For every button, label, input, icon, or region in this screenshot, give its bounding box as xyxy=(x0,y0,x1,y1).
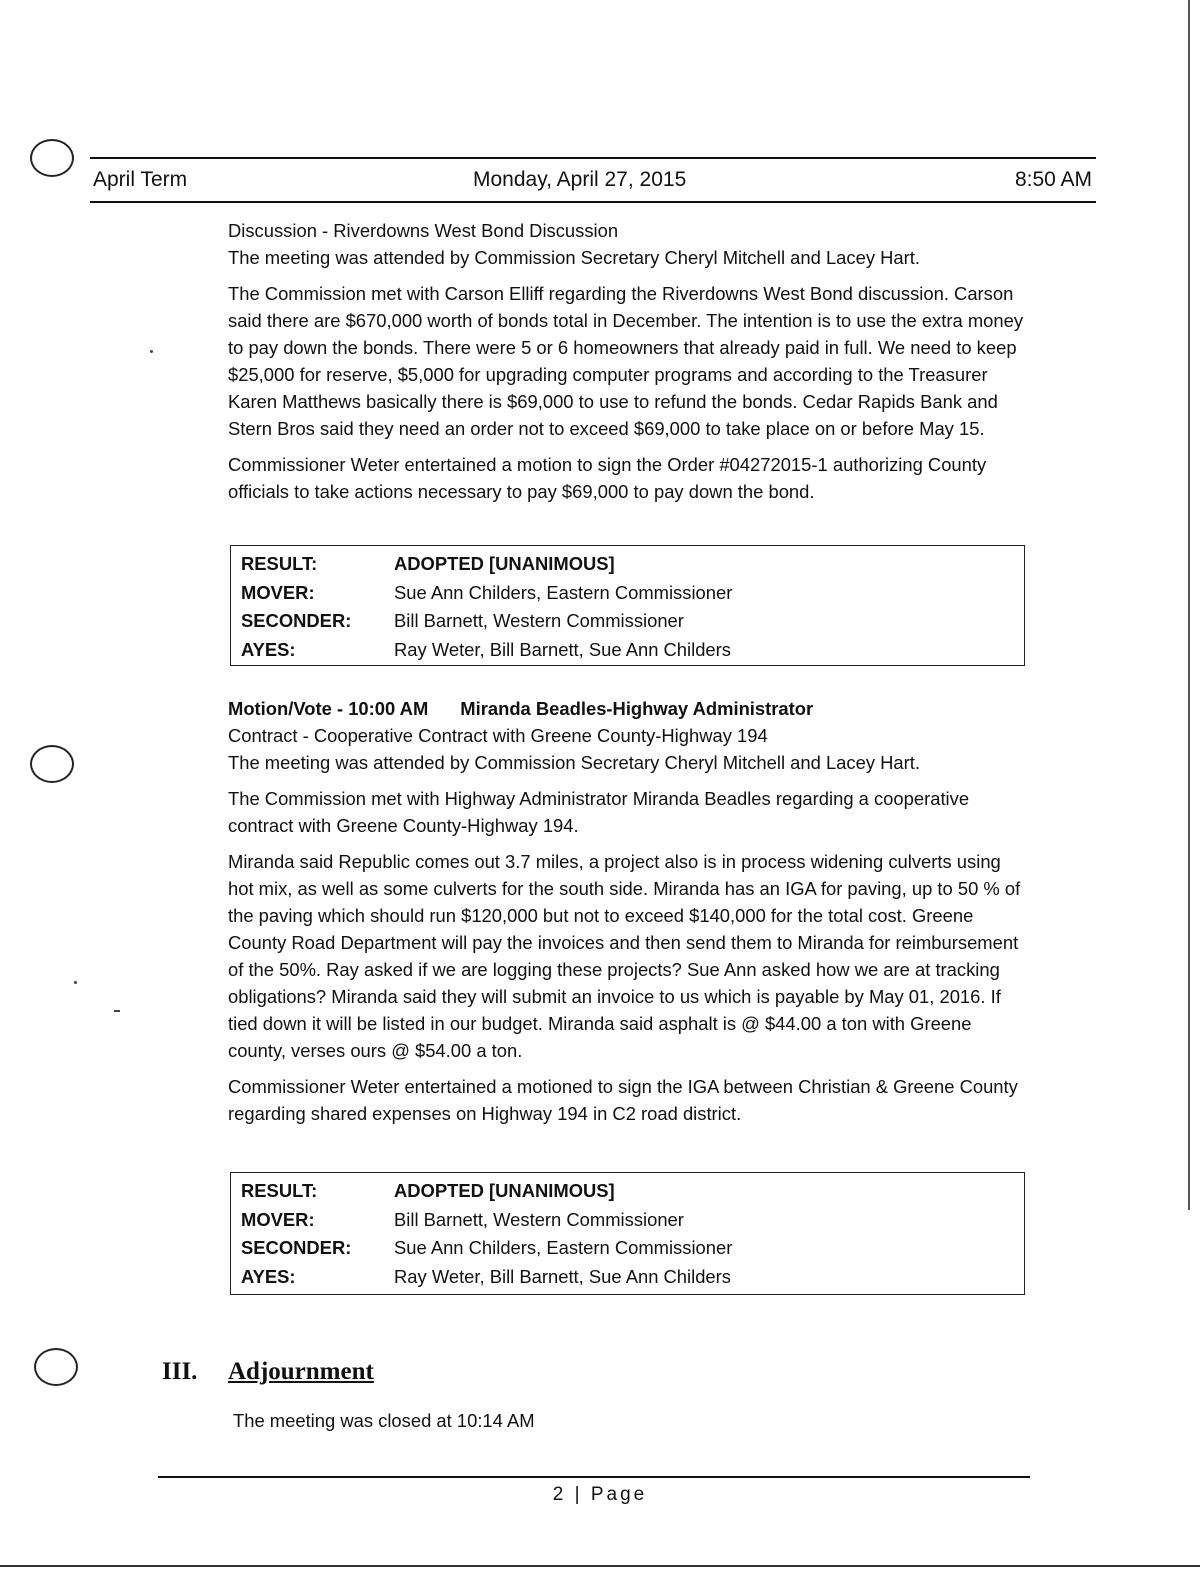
vote-label: AYES: xyxy=(241,1265,296,1287)
discussion-title: Discussion - Riverdowns West Bond Discussion xyxy=(228,220,619,241)
highway-contract-section xyxy=(228,695,1028,1127)
vote-value: Ray Weter, Bill Barnett, Sue Ann Childers xyxy=(394,638,731,660)
contract-paragraph: The Commission met with Highway Administrator Miranda Beadles regarding a cooperative contract with Greene County-Highway 194. xyxy=(228,788,970,836)
scan-mark xyxy=(114,1010,120,1012)
attendance-text: The meeting was attended by Commission Secretary Cheryl Mitchell and Lacey Hart. xyxy=(228,752,920,773)
vote-row-seconder xyxy=(241,607,1024,636)
motion-heading-prefix: Motion/Vote - 10:00 AM xyxy=(228,698,429,719)
contract-title: Contract - Cooperative Contract with Greene County-Highway 194 xyxy=(228,725,768,746)
motion-heading-name: Miranda Beadles-Highway Administrator xyxy=(460,698,814,719)
header-top-rule xyxy=(90,157,1096,159)
vote-label: MOVER: xyxy=(241,1208,315,1230)
header-term: April Term xyxy=(93,168,188,191)
vote-row-seconder xyxy=(241,1234,1024,1263)
vote-row-ayes xyxy=(241,1263,1024,1292)
hole-punch-middle xyxy=(30,745,74,783)
scan-mark xyxy=(74,981,77,984)
vote-value: ADOPTED [UNANIMOUS] xyxy=(394,553,615,574)
page-edge-bottom xyxy=(0,1565,1200,1567)
vote-label: SECONDER: xyxy=(241,610,352,631)
header-bottom-rule xyxy=(90,201,1096,203)
motion-text: Commissioner Weter entertained a motioned to sign the IGA between Christian & Greene County regarding shared expenses on Highway 194 in C2 road district. xyxy=(228,1076,1018,1124)
vote-label: RESULT: xyxy=(241,1180,318,1201)
vote-value: ADOPTED [UNANIMOUS] xyxy=(394,1180,615,1201)
vote-table xyxy=(230,545,1025,666)
vote-label: MOVER: xyxy=(241,581,315,603)
header-date: Monday, April 27, 2015 xyxy=(473,168,687,191)
vote-row-mover xyxy=(241,579,1024,608)
vote-value: Bill Barnett, Western Commissioner xyxy=(394,610,684,631)
motion-text: Commissioner Weter entertained a motion to sign the Order #04272015-1 authorizing County officials to take actions necessary to pay $69,000 to pay down the bond. xyxy=(228,454,987,502)
vote-label: AYES: xyxy=(241,638,296,660)
vote-row-result xyxy=(241,550,1024,579)
page-number: 2 | Page xyxy=(552,1484,648,1505)
section-number: III. xyxy=(162,1358,198,1385)
vote-value: Bill Barnett, Western Commissioner xyxy=(394,1208,684,1230)
vote-row-ayes xyxy=(241,636,1024,665)
page-edge-right xyxy=(1188,0,1190,1210)
vote-row-mover xyxy=(241,1206,1024,1235)
vote-value: Sue Ann Childers, Eastern Commissioner xyxy=(394,581,733,603)
vote-row-result xyxy=(241,1177,1024,1206)
attendance-text: The meeting was attended by Commission Secretary Cheryl Mitchell and Lacey Hart. xyxy=(228,247,920,268)
closing-text: The meeting was closed at 10:14 AM xyxy=(233,1410,535,1431)
vote-value: Sue Ann Childers, Eastern Commissioner xyxy=(394,1237,733,1258)
vote-value: Ray Weter, Bill Barnett, Sue Ann Childers xyxy=(394,1265,731,1287)
scan-mark xyxy=(150,350,153,353)
section-title: Adjournment xyxy=(228,1358,374,1385)
hole-punch-top xyxy=(30,139,74,177)
discussion-paragraph: The Commission met with Carson Elliff regarding the Riverdowns West Bond discussion. Carson said there are $670,000 worth of bonds total in December. The intention is to use the extra money to pay down the bonds. There were 5 or 6 homeowners that already paid in full. We need to keep $25,000 for reserve, $5,000 for upgrading computer programs and according to the Treasurer Karen Matthews basically there is $69,000 to use to refund the bonds. Cedar Rapids Bank and Stern Bros said they need an order not to exceed $69,000 to take place on or before May 15. xyxy=(228,283,1024,439)
vote-table xyxy=(230,1172,1025,1295)
hole-punch-bottom xyxy=(34,1348,78,1386)
vote-label: RESULT: xyxy=(241,553,318,574)
footer-rule xyxy=(158,1476,1030,1478)
details-paragraph: Miranda said Republic comes out 3.7 miles, a project also is in process widening culverts using hot mix, as well as some culverts for the south side. Miranda has an IGA for paving, up to 50 % of the paving which should run $120,000 but not to exceed $140,000 for the total cost. Greene County Road Department will pay the invoices and then send them to Miranda for reimbursement of the 50%. Ray asked if we are logging these projects? Sue Ann asked how we are at tracking obligations? Miranda said they will submit an invoice to us which is payable by May 01, 2016. If tied down it will be listed in our budget. Miranda said asphalt is @ $44.00 a ton with Greene county, verses ours @ $54.00 a ton. xyxy=(228,851,1021,1061)
motion-heading xyxy=(228,695,1028,722)
bond-discussion-section xyxy=(228,217,1028,505)
vote-label: SECONDER: xyxy=(241,1237,352,1258)
header-time: 8:50 AM xyxy=(1014,168,1092,191)
